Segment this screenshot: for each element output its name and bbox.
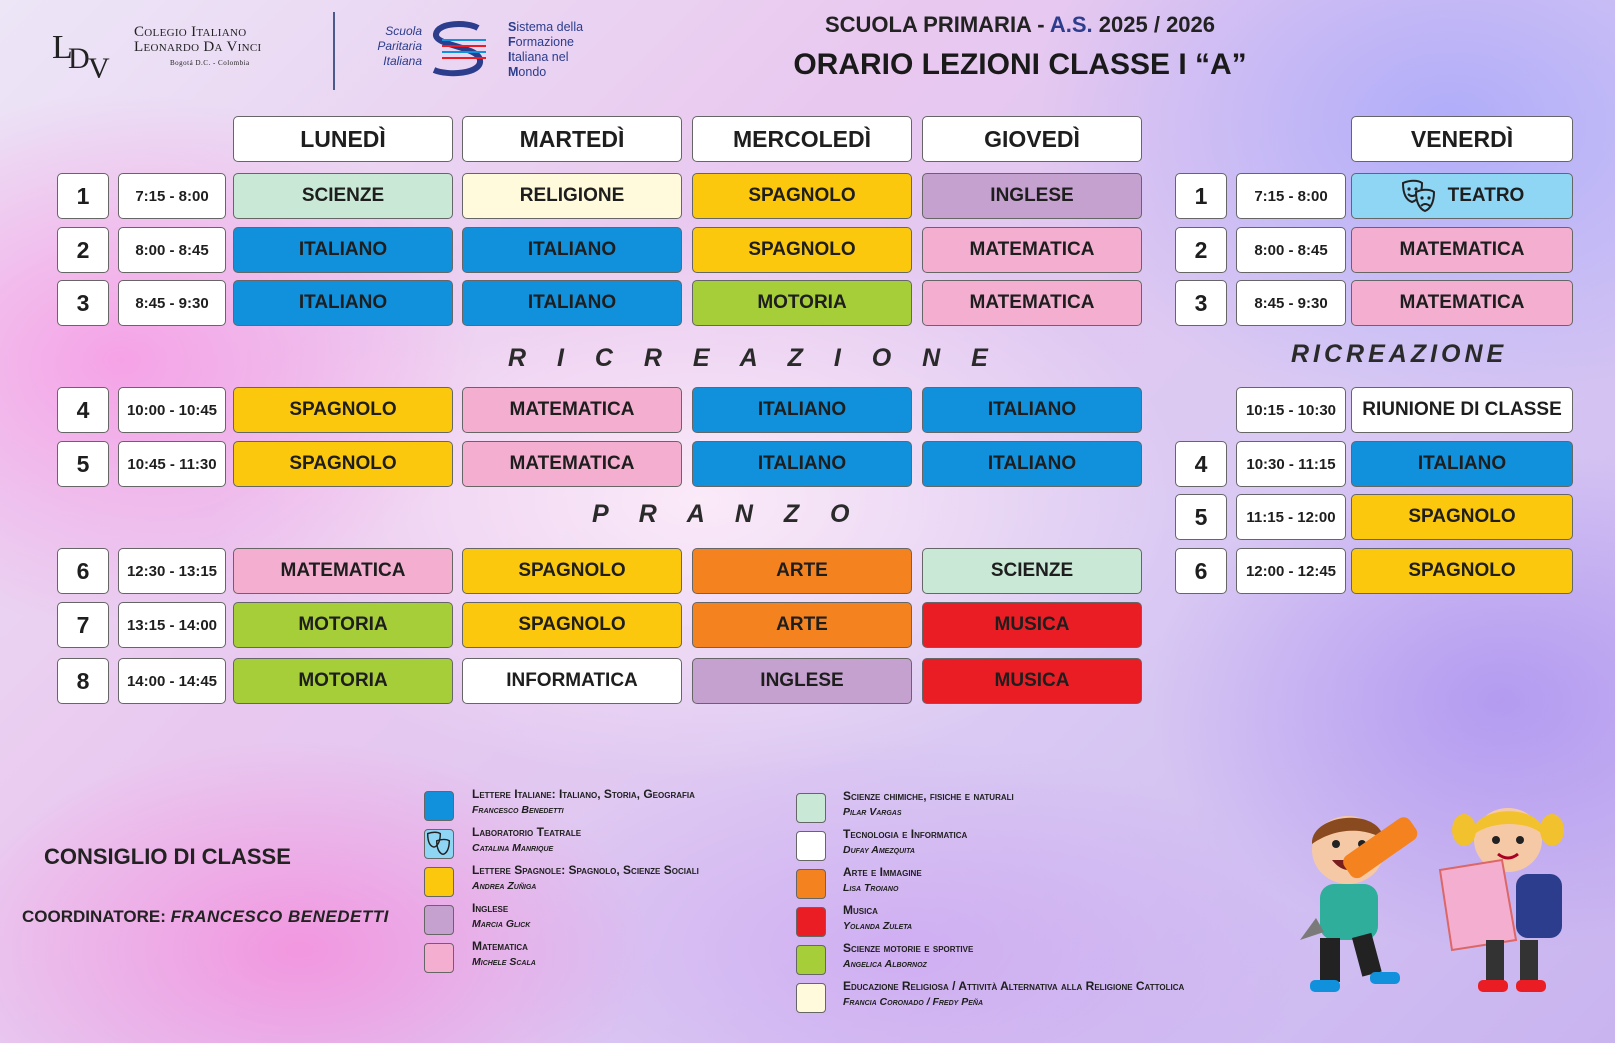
school-year-title: SCUOLA PRIMARIA - A.S. 2025 / 2026 bbox=[824, 12, 1216, 37]
scuola-paritaria-label bbox=[370, 24, 422, 69]
period-time: 8:00 - 8:45 bbox=[1236, 227, 1346, 273]
subject-cell: SPAGNOLO bbox=[1351, 494, 1573, 540]
subject-cell: INFORMATICA bbox=[462, 658, 682, 704]
period-number: 6 bbox=[57, 548, 109, 594]
subject-cell: RIUNIONE DI CLASSE bbox=[1351, 387, 1573, 433]
friday-ricreazione-separator: RICREAZIONE bbox=[1291, 340, 1508, 368]
scuola-line: Scuola bbox=[385, 24, 422, 38]
day-header: MERCOLEDÌ bbox=[692, 116, 912, 162]
subject-cell: MOTORIA bbox=[233, 658, 453, 704]
subject-cell: ARTE bbox=[692, 602, 912, 648]
legend-color-swatch bbox=[424, 943, 454, 973]
page-title: ORARIO LEZIONI CLASSE I “A” bbox=[793, 48, 1247, 81]
subject-cell: SPAGNOLO bbox=[692, 173, 912, 219]
theatre-masks-icon bbox=[425, 830, 452, 857]
period-time: 10:00 - 10:45 bbox=[118, 387, 226, 433]
subject-cell: SCIENZE bbox=[922, 548, 1142, 594]
legend-subject-name: Inglese bbox=[472, 901, 509, 915]
subject-cell: ITALIANO bbox=[692, 441, 912, 487]
legend-color-swatch bbox=[796, 793, 826, 823]
period-time: 14:00 - 14:45 bbox=[118, 658, 226, 704]
subject-cell: ITALIANO bbox=[233, 227, 453, 273]
legend-teacher-name: Pilar Vargas bbox=[843, 806, 902, 818]
subject-cell: SPAGNOLO bbox=[462, 548, 682, 594]
legend-teacher-name: Michele Scala bbox=[472, 956, 536, 968]
subject-cell: INGLESE bbox=[692, 658, 912, 704]
subject-cell: SCIENZE bbox=[233, 173, 453, 219]
period-number: 4 bbox=[57, 387, 109, 433]
legend-subject-name: Scienze motorie e sportive bbox=[843, 941, 974, 955]
sistema-line: Italiana nel bbox=[508, 50, 569, 64]
subject-cell: MUSICA bbox=[922, 658, 1142, 704]
sistema-logo-icon bbox=[428, 20, 488, 78]
legend-color-swatch bbox=[796, 945, 826, 975]
period-time: 10:30 - 11:15 bbox=[1236, 441, 1346, 487]
period-time: 8:45 - 9:30 bbox=[1236, 280, 1346, 326]
period-number: 8 bbox=[57, 658, 109, 704]
theatre-masks-icon bbox=[1400, 178, 1436, 214]
subject-cell: MATEMATICA bbox=[462, 387, 682, 433]
ldv-logo bbox=[52, 22, 118, 78]
period-time: 12:30 - 13:15 bbox=[118, 548, 226, 594]
subject-cell: MATEMATICA bbox=[1351, 280, 1573, 326]
subject-cell: ITALIANO bbox=[462, 227, 682, 273]
kids-illustration bbox=[1280, 800, 1600, 1010]
period-number: 2 bbox=[1175, 227, 1227, 273]
period-time: 12:00 - 12:45 bbox=[1236, 548, 1346, 594]
subject-cell: SPAGNOLO bbox=[692, 227, 912, 273]
sistema-line: Formazione bbox=[508, 35, 575, 49]
legend-color-swatch bbox=[424, 867, 454, 897]
consiglio-title: CONSIGLIO DI CLASSE bbox=[44, 844, 291, 869]
pranzo-separator: P R A N Z O bbox=[592, 500, 862, 528]
coordinatore-label: COORDINATORE: bbox=[22, 907, 171, 926]
legend-teacher-name: Francesco Benedetti bbox=[472, 804, 564, 816]
legend-teacher-name: Yolanda Zuleta bbox=[843, 920, 913, 932]
legend-teacher-name: Francia Coronado / Fredy Peña bbox=[843, 996, 984, 1008]
period-time: 8:00 - 8:45 bbox=[118, 227, 226, 273]
legend-color-swatch bbox=[424, 791, 454, 821]
subject-cell: MOTORIA bbox=[692, 280, 912, 326]
period-time: 7:15 - 8:00 bbox=[118, 173, 226, 219]
day-header: LUNEDÌ bbox=[233, 116, 453, 162]
subject-cell: SPAGNOLO bbox=[233, 441, 453, 487]
sistema-line: Sistema della bbox=[508, 20, 584, 34]
legend-teacher-name: Marcia Glick bbox=[472, 918, 531, 930]
subject-cell: MOTORIA bbox=[233, 602, 453, 648]
colegio-line-1: Colegio Italiano bbox=[134, 24, 247, 40]
subject-cell: ITALIANO bbox=[922, 387, 1142, 433]
subject-cell: SPAGNOLO bbox=[1351, 548, 1573, 594]
day-header: MARTEDÌ bbox=[462, 116, 682, 162]
legend-teacher-name: Dufay Amezquita bbox=[843, 844, 915, 856]
subject-cell: MATEMATICA bbox=[922, 227, 1142, 273]
subject-label: TEATRO bbox=[1447, 185, 1525, 206]
day-header: VENERDÌ bbox=[1351, 116, 1573, 162]
ricreazione-separator: R I C R E A Z I O N E bbox=[508, 344, 1000, 372]
legend-subject-name: Arte e Immagine bbox=[843, 865, 922, 879]
period-number: 3 bbox=[57, 280, 109, 326]
period-time: 10:15 - 10:30 bbox=[1236, 387, 1346, 433]
legend-color-swatch bbox=[796, 983, 826, 1013]
period-number: 4 bbox=[1175, 441, 1227, 487]
subject-cell: ITALIANO bbox=[692, 387, 912, 433]
period-number: 2 bbox=[57, 227, 109, 273]
subject-cell: SPAGNOLO bbox=[462, 602, 682, 648]
legend-subject-name: Musica bbox=[843, 903, 878, 917]
legend-subject-name: Scienze chimiche, fisiche e naturali bbox=[843, 789, 1014, 803]
colegio-line-2: Leonardo Da Vinci bbox=[134, 39, 262, 55]
period-time: 13:15 - 14:00 bbox=[118, 602, 226, 648]
subject-cell: MUSICA bbox=[922, 602, 1142, 648]
legend-color-swatch bbox=[796, 869, 826, 899]
legend-subject-name: Lettere Italiane: Italiano, Storia, Geografia bbox=[472, 787, 695, 801]
subject-cell bbox=[1351, 173, 1573, 219]
period-number: 3 bbox=[1175, 280, 1227, 326]
subject-cell: SPAGNOLO bbox=[233, 387, 453, 433]
svg-text:V: V bbox=[88, 52, 110, 78]
subject-cell: ARTE bbox=[692, 548, 912, 594]
subject-cell: MATEMATICA bbox=[1351, 227, 1573, 273]
coordinatore bbox=[22, 907, 389, 927]
sistema-line: Mondo bbox=[508, 65, 547, 79]
subject-cell: MATEMATICA bbox=[233, 548, 453, 594]
legend-subject-name: Lettere Spagnole: Spagnolo, Scienze Sociali bbox=[472, 863, 699, 877]
period-number: 5 bbox=[1175, 494, 1227, 540]
subject-cell: ITALIANO bbox=[1351, 441, 1573, 487]
legend-subject-name: Matematica bbox=[472, 939, 528, 953]
legend-color-swatch bbox=[424, 829, 454, 859]
legend-color-swatch bbox=[796, 831, 826, 861]
period-number: 6 bbox=[1175, 548, 1227, 594]
subject-cell: MATEMATICA bbox=[462, 441, 682, 487]
sistema-formazione-label bbox=[508, 20, 583, 80]
coordinatore-name: FRANCESCO BENEDETTI bbox=[170, 907, 389, 926]
scuola-line: Paritaria bbox=[377, 39, 422, 53]
legend-color-swatch bbox=[796, 907, 826, 937]
legend-teacher-name: Catalina Manrique bbox=[472, 842, 554, 854]
legend-subject-name: Laboratorio Teatrale bbox=[472, 825, 582, 839]
period-time: 7:15 - 8:00 bbox=[1236, 173, 1346, 219]
period-time: 11:15 - 12:00 bbox=[1236, 494, 1346, 540]
header-divider bbox=[333, 12, 335, 90]
svg-text:D: D bbox=[68, 42, 90, 75]
colegio-name bbox=[134, 25, 261, 71]
day-header: GIOVEDÌ bbox=[922, 116, 1142, 162]
subject-cell: ITALIANO bbox=[922, 441, 1142, 487]
period-number: 7 bbox=[57, 602, 109, 648]
legend-color-swatch bbox=[424, 905, 454, 935]
period-time: 8:45 - 9:30 bbox=[118, 280, 226, 326]
subject-cell: ITALIANO bbox=[233, 280, 453, 326]
subject-cell: MATEMATICA bbox=[922, 280, 1142, 326]
period-number: 1 bbox=[1175, 173, 1227, 219]
subject-cell: ITALIANO bbox=[462, 280, 682, 326]
legend-teacher-name: Lisa Troiano bbox=[843, 882, 899, 894]
legend-teacher-name: Andrea Zuñiga bbox=[472, 880, 537, 892]
legend-subject-name: Educazione Religiosa / Attività Alternativa alla Religione Cattolica bbox=[843, 979, 1185, 993]
subject-cell: INGLESE bbox=[922, 173, 1142, 219]
period-number: 1 bbox=[57, 173, 109, 219]
period-number: 5 bbox=[57, 441, 109, 487]
subject-cell: RELIGIONE bbox=[462, 173, 682, 219]
legend-subject-name: Tecnologia e Informatica bbox=[843, 827, 968, 841]
colegio-location: Bogotá D.C. - Colombia bbox=[170, 59, 250, 67]
scuola-line: Italiana bbox=[383, 54, 422, 68]
legend-teacher-name: Angelica Albornoz bbox=[843, 958, 927, 970]
period-time: 10:45 - 11:30 bbox=[118, 441, 226, 487]
svg-text:L: L bbox=[52, 29, 73, 66]
